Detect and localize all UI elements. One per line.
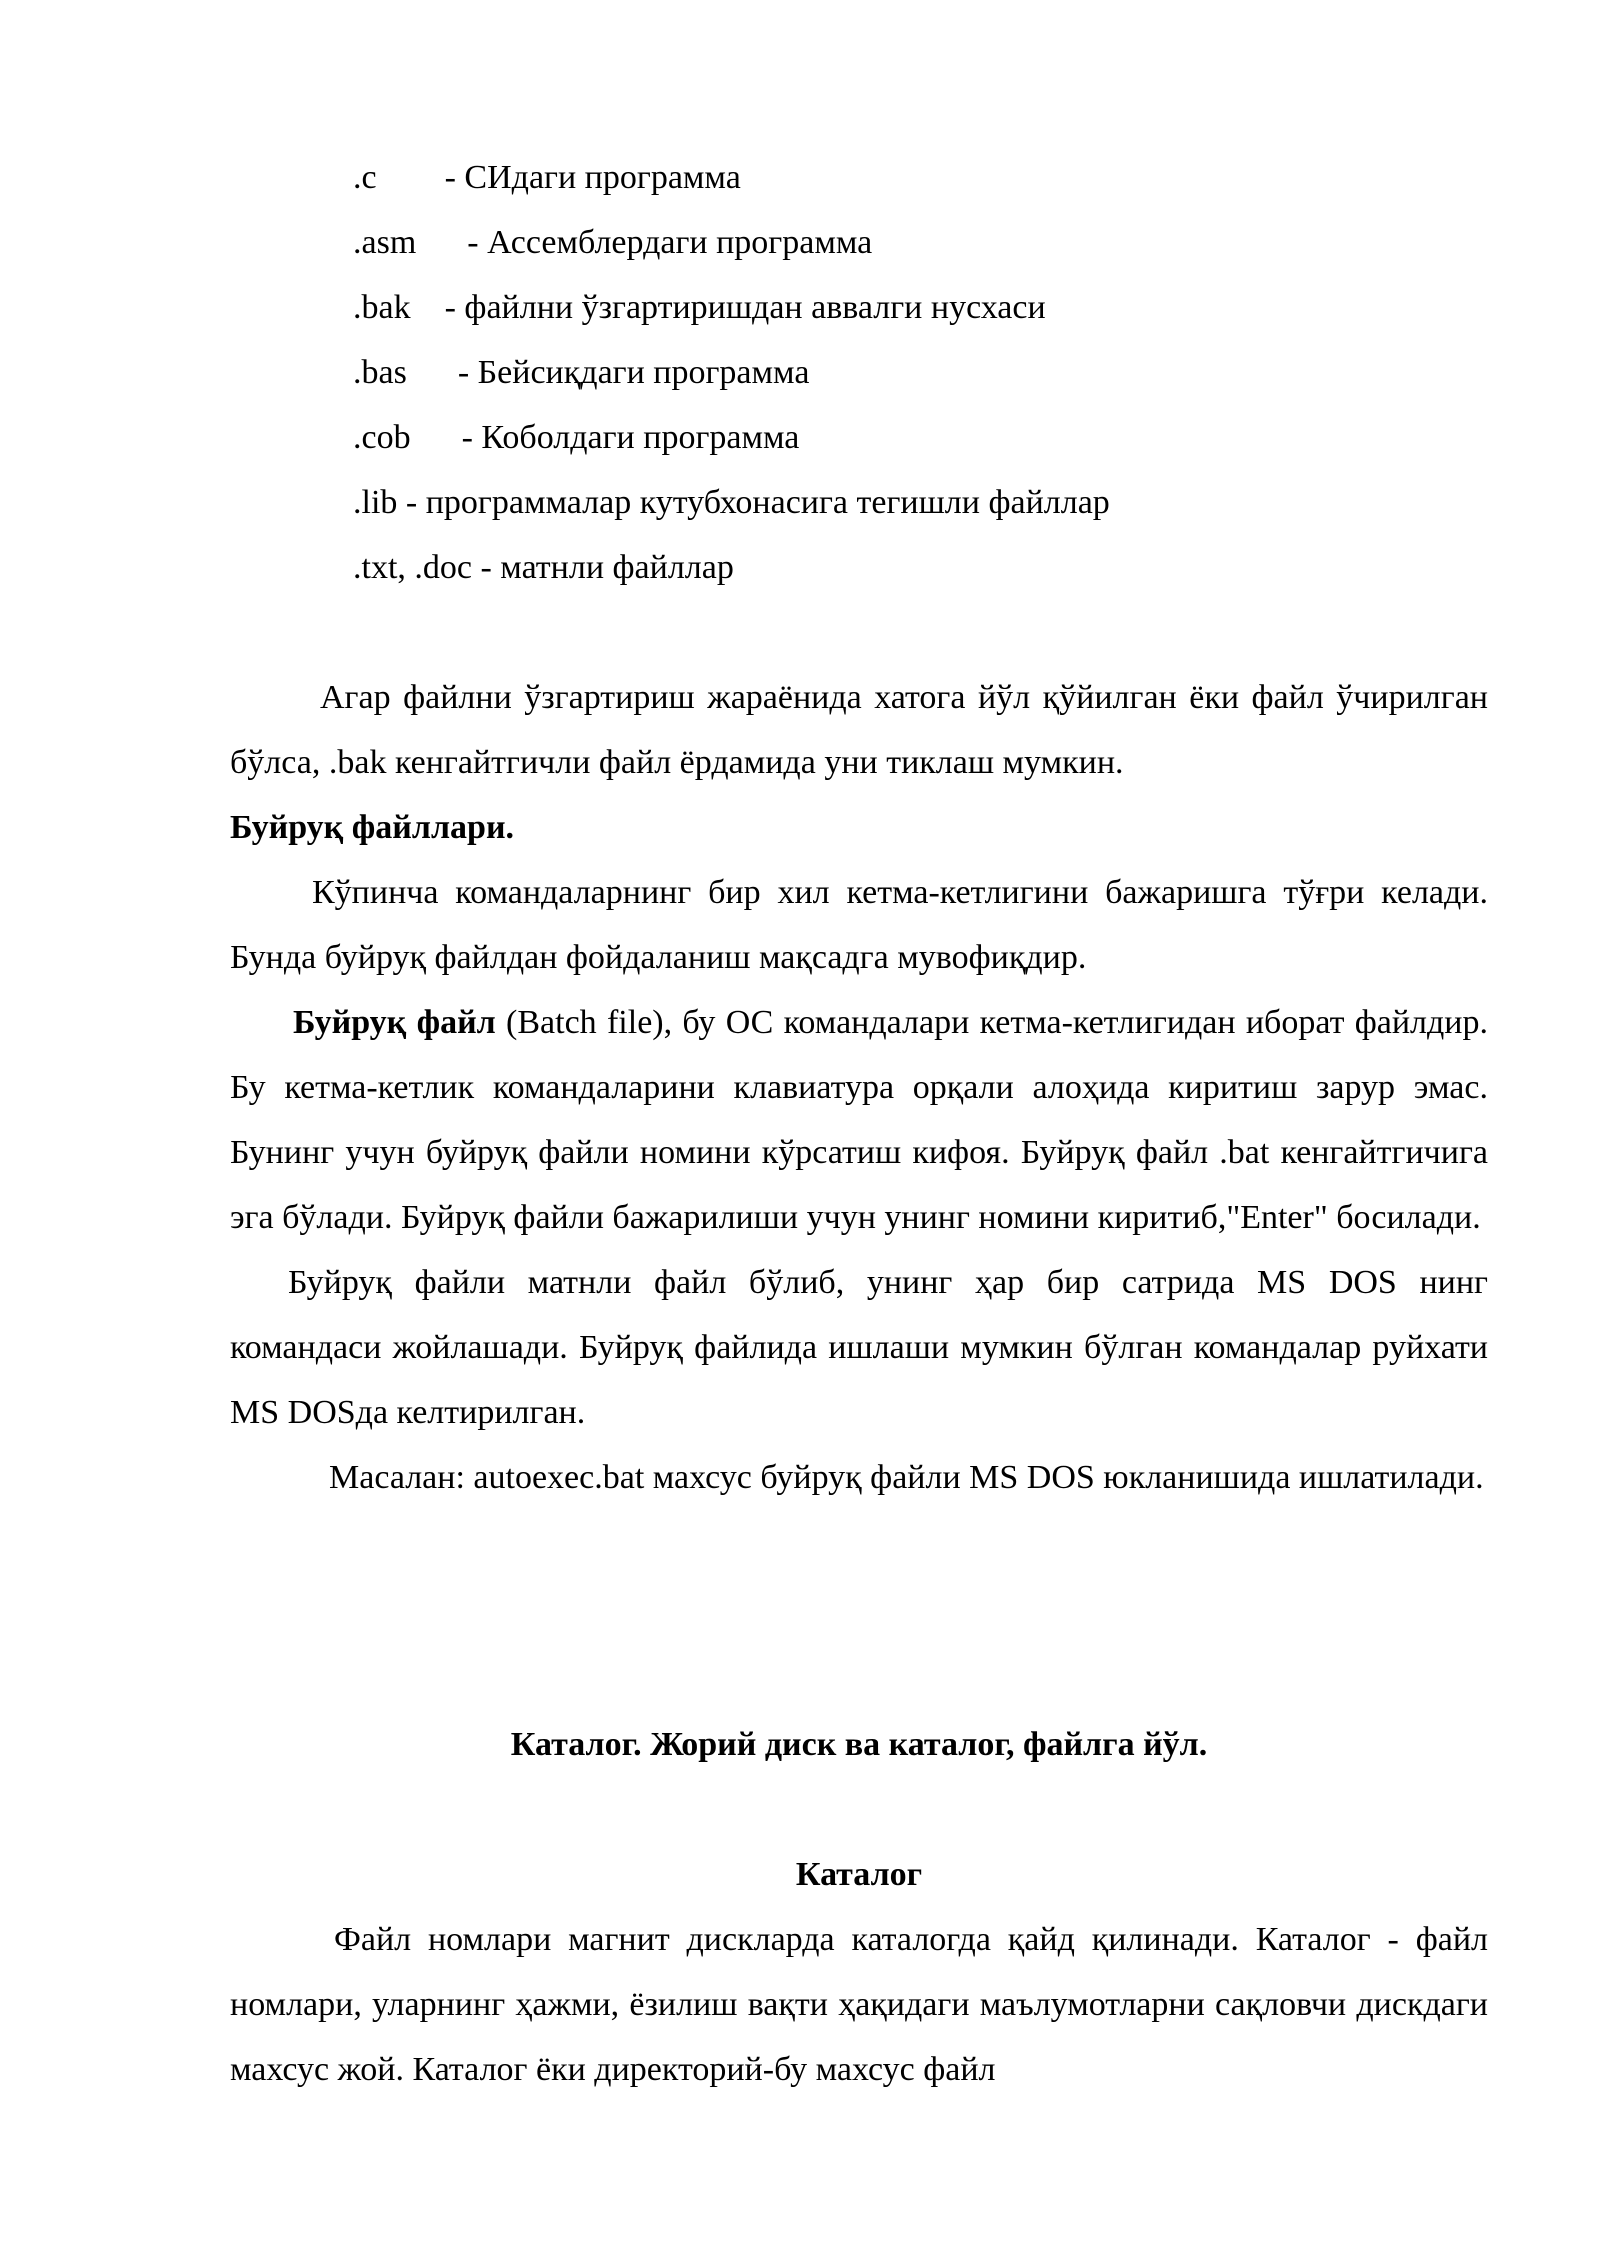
extension-description: - СИдаги программа — [444, 159, 741, 196]
extension-name: .txt, .doc — [353, 549, 472, 586]
list-item — [353, 340, 1110, 405]
paragraph-autoexec-example: Масалан: autoexec.bat махсус буйруқ файли MS DOS юкланишида ишлатилади. — [329, 1459, 1484, 1496]
extension-description: - программалар кутубхонасига тегишли файллар — [405, 484, 1110, 521]
extension-list — [353, 145, 1110, 600]
extension-gap — [407, 354, 458, 391]
paragraph-batch-file-definition — [230, 990, 1488, 1250]
list-item — [353, 145, 1110, 210]
catalog-text-block — [230, 1907, 1488, 2102]
extension-description: - Бейсиқдаги программа — [457, 354, 810, 391]
extension-name: .c — [353, 159, 377, 196]
extension-description: - Коболдаги программа — [461, 419, 800, 456]
section-heading-catalog: Каталог — [795, 1856, 923, 1893]
paragraph-batch-file-lines: Буйруқ файли матнли файл бўлиб, унинг ҳар бир сатрида MS DOS нинг командаси жойлашади. Буйруқ файлида ишлаши мумкин бўлган командалар руйхати MS DOSда келтирилган. — [230, 1264, 1488, 1431]
paragraph-bak-restore: Агар файлни ўзгартириш жараёнида хатога йўл қўйилган ёки файл ўчирилган бўлса, .bak кенгайтгичли файл ёрдамида уни тиклаш мумкин. — [230, 679, 1488, 781]
paragraph-catalog-description: Файл номлари магнит дискларда каталогда қайд қилинади. Каталог - файл номлари, уларнинг ҳажми, ёзилиш вақти ҳақидаги маълумотларни сақловчи дискдаги махсус жой. Каталог ёки директорий-бу махсус файл — [230, 1921, 1488, 2088]
extension-description: - Ассемблердаги программа — [467, 224, 873, 261]
extension-gap — [411, 419, 462, 456]
extension-description: - файлни ўзгартиришдан аввалги нусхаси — [444, 289, 1046, 326]
extension-name: .cob — [353, 419, 411, 456]
extension-name: .bas — [353, 354, 407, 391]
extension-name: .asm — [353, 224, 417, 261]
list-item — [353, 210, 1110, 275]
extension-description: - матнли файллар — [480, 549, 734, 586]
extension-name: .bak — [353, 289, 411, 326]
extension-gap — [397, 484, 406, 521]
extension-name: .lib — [353, 484, 398, 521]
extension-gap — [377, 159, 445, 196]
batch-file-term: Буйруқ файл — [293, 1004, 496, 1041]
section-heading-catalog-path: Каталог. Жорий диск ва каталог, файлга йўл. — [510, 1726, 1208, 1763]
extension-gap — [416, 224, 467, 261]
list-item — [353, 535, 1110, 600]
extension-gap — [411, 289, 445, 326]
section-heading-batch-files: Буйруқ файллари. — [230, 809, 515, 846]
list-item — [353, 405, 1110, 470]
batch-file-definition-text: (Batch file), бу ОС командалари кетма-кетлигидан иборат файлдир. Бу кетма-кетлик командаларини клавиатура орқали алоҳида киритиш зарур эмас. Бунинг учун буйруқ файли номини кўрсатиш кифоя. Буйруқ файл .bat кенгайтгичига эга бўлади. Буйруқ файли бажарилиши учун унинг номини киритиб,"Enter" босилади. — [230, 1004, 1488, 1236]
paragraph-command-sequence: Кўпинча командаларнинг бир хил кетма-кетлигини бажаришга тўғри келади. Бунда буйруқ файлдан фойдаланиш мақсадга мувофиқдир. — [230, 874, 1488, 976]
list-item — [353, 275, 1110, 340]
main-text-block — [230, 665, 1488, 1510]
list-item — [353, 470, 1110, 535]
